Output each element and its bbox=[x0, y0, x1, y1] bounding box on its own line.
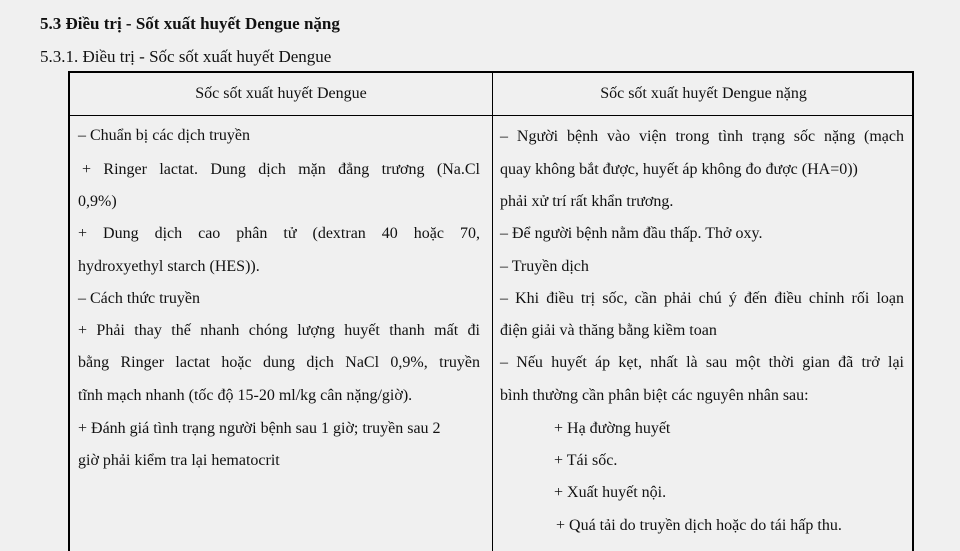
right-line: + Quá tải do truyền dịch hoặc do tái hấp thu. bbox=[556, 517, 842, 534]
left-line: 0,9%) bbox=[78, 193, 117, 210]
right-line: – Người bệnh vào viện trong tình trạng sốc nặng (mạch bbox=[500, 128, 904, 145]
left-line: giờ phải kiểm tra lại hematocrit bbox=[78, 452, 280, 469]
left-line: + Dung dịch cao phân tử (dextran 40 hoặc 70, bbox=[78, 225, 480, 242]
left-line: tĩnh mạch nhanh (tốc độ 15-20 ml/kg cân nặng/giờ). bbox=[78, 387, 413, 404]
right-line: + Hạ đường huyết bbox=[554, 420, 671, 437]
header-left: Sốc sốt xuất huyết Dengue bbox=[195, 85, 367, 102]
right-line: phải xử trí rất khẩn trương. bbox=[500, 193, 674, 210]
header-right: Sốc sốt xuất huyết Dengue nặng bbox=[600, 85, 807, 102]
treatment-table bbox=[68, 71, 914, 551]
column-divider bbox=[492, 73, 493, 551]
right-line: điện giải và thăng bằng kiềm toan bbox=[500, 322, 717, 339]
header-rule bbox=[70, 115, 912, 116]
right-line: + Tái sốc. bbox=[554, 452, 618, 469]
right-line: – Để người bệnh nằm đầu thấp. Thở oxy. bbox=[500, 225, 763, 242]
right-line: – Nếu huyết áp kẹt, nhất là sau một thời gian đã trở lại bbox=[500, 354, 904, 371]
left-line: + Đánh giá tình trạng người bệnh sau 1 giờ; truyền sau 2 bbox=[78, 420, 441, 437]
section-subtitle: 5.3.1. Điều trị - Sốc sốt xuất huyết Dengue bbox=[40, 47, 332, 66]
left-line: + Ringer lactat. Dung dịch mặn đẳng trương (Na.Cl bbox=[82, 161, 480, 178]
left-line: bằng Ringer lactat hoặc dung dịch NaCl 0,9%, truyền bbox=[78, 354, 480, 371]
right-line: – Khi điều trị sốc, cần phải chú ý đến điều chỉnh rối loạn bbox=[500, 290, 904, 307]
right-line: quay không bắt được, huyết áp không đo được (HA=0)) bbox=[500, 161, 858, 178]
left-line: – Chuẩn bị các dịch truyền bbox=[78, 127, 250, 144]
right-line: + Xuất huyết nội. bbox=[554, 484, 667, 501]
page-title: 5.3 Điều trị - Sốt xuất huyết Dengue nặng bbox=[40, 14, 340, 33]
left-line: – Cách thức truyền bbox=[78, 290, 200, 307]
left-line: hydroxyethyl starch (HES)). bbox=[78, 258, 260, 275]
right-line: – Truyền dịch bbox=[500, 258, 589, 275]
right-line: bình thường cần phân biệt các nguyên nhân sau: bbox=[500, 387, 809, 404]
left-line: + Phải thay thế nhanh chóng lượng huyết thanh mất đi bbox=[78, 322, 480, 339]
